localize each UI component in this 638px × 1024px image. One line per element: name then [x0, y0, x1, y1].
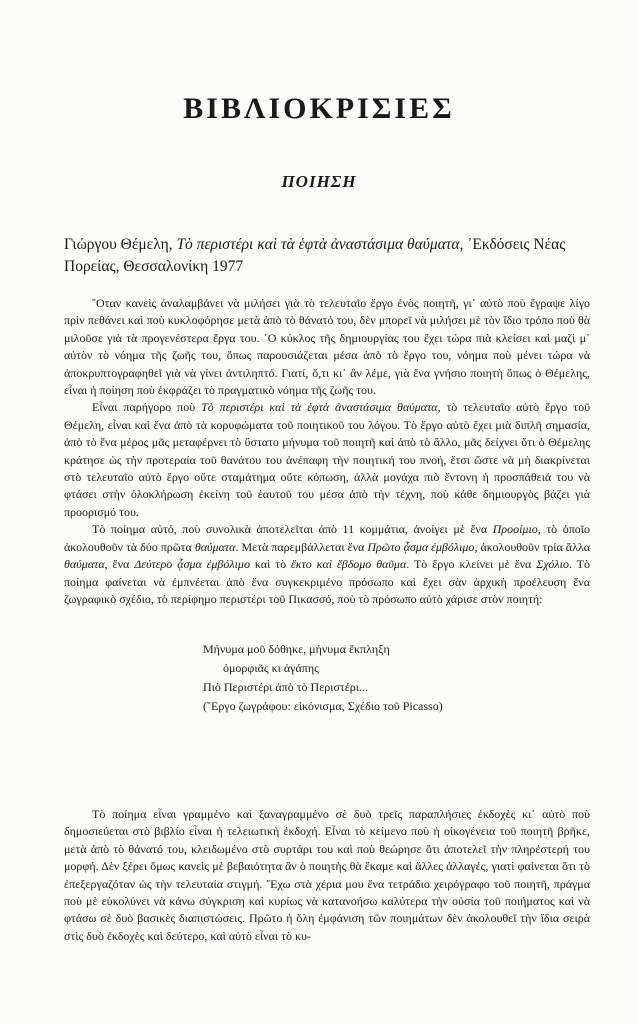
paragraph-3	[64, 521, 590, 608]
body-text-upper	[64, 295, 590, 608]
italic-term: Πρῶτο ᾆσμα ἐμβόλιμο	[367, 539, 475, 554]
section-heading: ΠΟΙΗΣΗ	[281, 172, 357, 191]
book-heading	[64, 234, 590, 278]
italic-term: θαύματα	[64, 557, 105, 572]
book-author: Γιώργου Θέμελη,	[64, 236, 173, 253]
body-text-lower	[64, 806, 590, 945]
text-run: Εἶναι παρήγορο ποὺ	[92, 400, 202, 415]
italic-term: θαύματα	[194, 539, 236, 554]
paragraph-2	[64, 399, 590, 521]
text-run: , ἀκολουθοῦν τρία ἄλλα	[474, 539, 591, 554]
text-run: καὶ τὸ	[249, 557, 291, 572]
book-title: Τὸ περιστέρι καὶ τὰ ἑφτὰ ἀναστάσιμα θαύματα,	[176, 236, 464, 253]
quoted-verse	[203, 640, 563, 716]
verse-line: (῎Εργο ζωγράφου: εἰκόνισμα, Σχέδιο τοῦ Picasso)	[203, 699, 443, 713]
page-title: ΒΙΒΛΙΟΚΡΙΣΙΕΣ	[183, 92, 455, 125]
text-run: . Τὸ ποίημα φαίνεται νὰ ἐμπνέεται ἀπὸ ἕνα συγκεκριμένο πρόσωπο καὶ ἔχει σὰν ἀρχικὴ προέλευση ἕνα ζωγραφικὸ σχέδιο, τὸ περίφημο περιστέρι τοῦ Πικασσό, ποὺ τὸ πρόσωπο αὐτὸ χάρισε στὸν ποιητή:	[64, 557, 590, 606]
text-run: . Μετὰ παρεμβάλλεται ἕνα	[235, 539, 368, 554]
text-run: , τὸ τελευταῖο αὐτὸ ἔργο τοῦ Θέμελη, εἶναι καὶ ἕνα ἀπὸ τὰ κορυφώματα τοῦ ποιητικοῦ του λόγου. Τὸ ἔργο αὐτὸ ἔχει μιὰ διπλῆ σημασία, ἀπὸ τὸ ἕνα μέρος μᾶς μεταφέρνει τὸ ὕστατο μήνυμα τοῦ ποιητῆ καὶ ἀπὸ τὸ ἄλλο, μᾶς δείχνει ὅτι ὁ Θέμελης κράτησε ὡς τὴν προτεραία τοῦ θανάτου του ἀνέπαφη τὴν ποιητική του πνοή, ἔτσι ὥστε νὰ μὴ διακρίνεται στὸ τελευταῖο αὐτὸ ἔργο οὔτε σταμάτημα οὔτε κόπωση, ἀλλὰ μονάχα πιὸ ἔντονη ἡ προσπάθειά του νὰ φτάσει στὴν ὁλοκλήρωση ἐκείνη τοῦ ἑαυτοῦ του μέσα ἀπὸ τὴν τέχνη, ποὺ κάθε δημιουργὸς βάζει γιὰ προορισμό του.	[64, 400, 591, 519]
text-run: , ἕνα	[104, 557, 135, 572]
text-run: Τὸ ποίημα αὐτό, ποὺ συνολικὰ ἀποτελεῖται ἀπὸ 11 κομμάτια, ἀνοίγει μὲ ἕνα	[92, 522, 493, 537]
text-run: , τὸ ὁποῖο ἀκολουθοῦν τὰ δύο πρῶτα	[64, 522, 591, 554]
italic-term: ἕκτο καὶ ἕβδομο θαῦμα	[290, 557, 407, 572]
book-publisher: ᾿Εκδόσεις Νέας Πορείας, Θεσσαλονίκη 1977	[64, 236, 566, 275]
italic-term: Σχόλιο	[536, 557, 569, 572]
paragraph-4: Τὸ ποίημα εἶναι γραμμένο καὶ ξαναγραμμένο σὲ δυὸ τρεῖς παραπλήσιες ἐκδοχὲς κι᾿ αὐτὸ ποὺ δημοσιεύεται στὸ βιβλίο εἶναι ἡ τελειωτικὴ ἐκδοχή. Εἶναι τὸ κείμενο ποὺ ἡ οἰκογένεια τοῦ ποιητῆ βρῆκε, μετὰ ἀπὸ τὸ θάνατό του, κλειδωμένο στὸ συρτάρι του καὶ ποὺ θεώρησε ὅτι ἀποτελεῖ τὴν πληρέστερή του μορφή. Δὲν ξέρει ὅμως κανεὶς μὲ βεβαιότητα ἂν ὁ ποιητὴς θὰ ἔκαμε καὶ ἄλλες ἀλλαγές, γιατὶ φαίνεται ὅτι τὸ ἐπεξεργαζόταν ὡς τὴν τελευταία στιγμή. ῎Εχω στὰ χέρια μου ἕνα τετράδιο χειρόγραφο τοῦ ποιητῆ, πράγμα ποὺ μὲ εὐκολύνει νὰ κάνω σύγκριση καὶ κυρίως νὰ κατανοήσω καλύτερα τὴν οὐσία τοῦ ποιήματος καὶ νὰ φτάσω σὲ δυὸ βασικὲς διαπιστώσεις. Πρῶτο ἡ ὅλη ἐμφάνιση τῶν ποιημάτων δὲν ἀκολουθεῖ τὴν ἴδια σειρὰ στὶς δυὸ ἐκδοχὲς καὶ δεύτερο, καὶ αὐτὸ εἶναι τὸ κυ-	[64, 807, 590, 943]
italic-book-title: Τὸ περιστέρι καὶ τὰ ἑφτὰ ἀναστάσιμα θαύματα	[201, 400, 438, 415]
paragraph-1: ῞Οταν κανεὶς ἀναλαμβάνει νὰ μιλήσει γιὰ τὸ τελευταῖο ἔργο ἑνὸς ποιητῆ, γι᾿ αὐτὸ ποὺ ἔγραψε λίγο πρὶν πεθάνει καὶ ποὺ κυκλοφόρησε μετὰ ἀπὸ τὸ θάνατό του, δὲν μπορεῖ νὰ μιλήσει μὲ τὸν ἴδιο τρόπο ποὺ θὰ μιλοῦσε γιὰ τὰ προγενέστερα ἔργα του. ῾Ο κύκλος τῆς δημιουργίας του ἔχει τώρα πιὰ κλείσει καὶ μαζὶ μ᾿ αὐτὸν τὸ νόημα τῆς ζωῆς του, ὅπως παρουσιάζεται μέσα ἀπὸ τὸ ἔργο του, νόημα ποὺ μένει τώρα νὰ ἀποκρυπτογραφηθεῖ γιὰ νὰ γίνει ἀντιληπτό. Γιατί, ὅ,τι κι᾿ ἂν λέμε, γιὰ ἕνα γνήσιο ποιητὴ ὅπως ὁ Θέμελης, εἶναι ἡ ποίηση ποὺ ἐκφράζει τὸ πραγματικὸ νόημα τῆς ζωῆς του.	[64, 296, 590, 398]
verse-line: Μήνυμα μοῦ δόθηκε, μήνυμα ἔκπληξη	[203, 642, 390, 656]
italic-term: Προοίμιο	[492, 522, 538, 537]
text-run: . Τὸ ἔργο κλείνει μὲ ἕνα	[406, 557, 537, 572]
verse-line: ὀμορφιᾶς κι ἀγάπης	[223, 661, 319, 675]
italic-term: Δεύτερο ᾆσμα ἐμβόλιμο	[134, 557, 250, 572]
verse-line: Πιὸ Περιστέρι ἀπὸ τὸ Περιστέρι...	[203, 680, 368, 694]
